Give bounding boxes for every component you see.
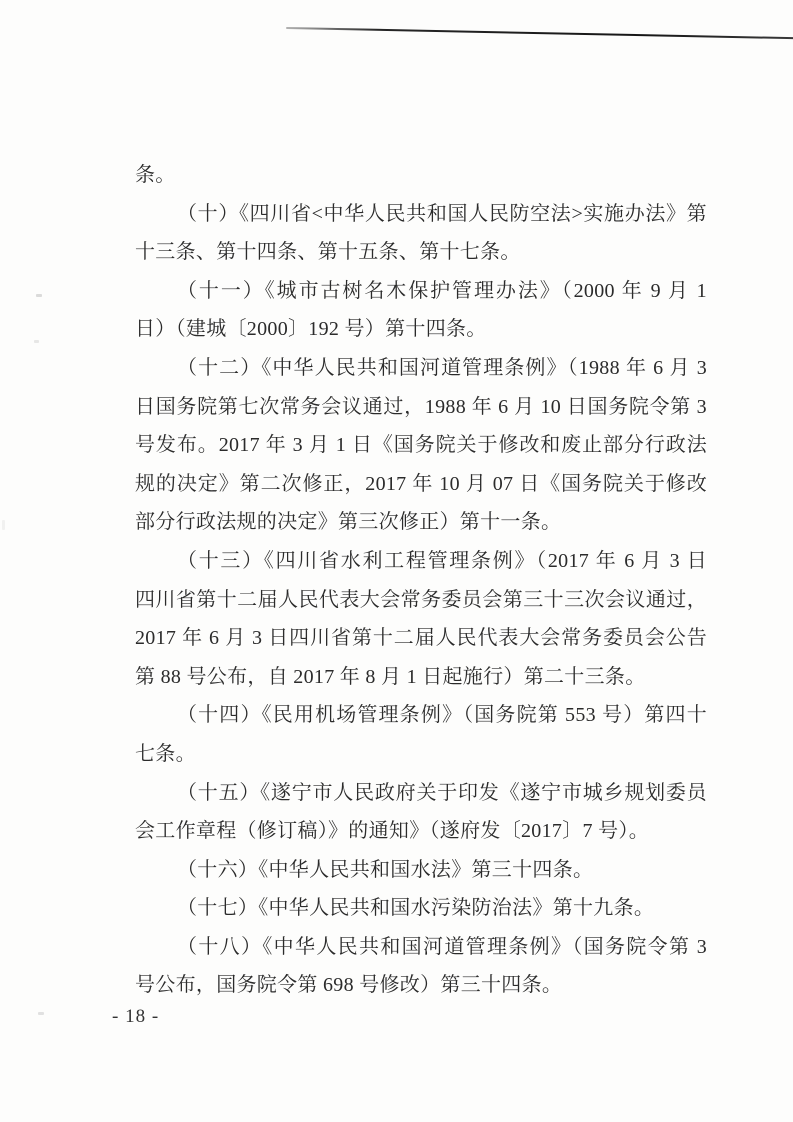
text-line: 第 88 号公布，自 2017 年 8 月 1 日起施行）第二十三条。 (135, 665, 646, 688)
text-line: （十七）《中华人民共和国水污染防治法》第十九条。 (177, 897, 655, 920)
text-line: （十二）《中华人民共和国河道管理条例》（1988 年 6 月 3 (177, 356, 707, 379)
text-line: （十三）《四川省水利工程管理条例》（2017 年 6 月 3 日 (177, 549, 707, 572)
text-line: （十四）《民用机场管理条例》（国务院第 553 号）第四十 (177, 704, 707, 727)
text-line: 号发布。2017 年 3 月 1 日《国务院关于修改和废止部分行政法 (135, 434, 707, 457)
text-line: 四川省第十二届人民代表大会常务委员会第三十三次会议通过， (135, 588, 707, 611)
text-line: 部分行政法规的决定》第三次修正）第十一条。 (135, 511, 562, 534)
text-line: 七条。 (135, 742, 196, 765)
text-line: （十一）《城市古树名木保护管理办法》（2000 年 9 月 1 (177, 279, 707, 302)
scan-speck (36, 294, 42, 297)
scan-line-artifact (286, 27, 793, 39)
text-line: 号公布，国务院令第 698 号修改）第三十四条。 (135, 974, 563, 997)
document-body (135, 156, 707, 1005)
text-line: 会工作章程（修订稿）》的通知》（遂府发〔2017〕7 号）。 (135, 820, 649, 843)
text-line: （十五）《遂宁市人民政府关于印发《遂宁市城乡规划委员 (177, 781, 707, 804)
scan-speck (34, 340, 39, 343)
text-line: 2017 年 6 月 3 日四川省第十二届人民代表大会常务委员会公告 (135, 627, 707, 650)
text-line: （十六）《中华人民共和国水法》第三十四条。 (177, 858, 594, 881)
text-line: 日）（建城〔2000〕192 号）第十四条。 (135, 318, 487, 341)
scan-speck (38, 1012, 44, 1015)
text-line: （十）《四川省<中华人民共和国人民防空法>实施办法》第 (177, 202, 707, 225)
text-line: 条。 (135, 164, 176, 186)
text-line: 日国务院第七次常务会议通过，1988 年 6 月 10 日国务院令第 3 (135, 395, 707, 418)
scan-speck (2, 520, 5, 530)
text-line: 规的决定》第二次修正，2017 年 10 月 07 日《国务院关于修改 (135, 472, 707, 495)
text-line: （十八）《中华人民共和国河道管理条例》（国务院令第 3 (177, 935, 707, 958)
text-line: 十三条、第十四条、第十五条、第十七条。 (135, 241, 521, 264)
page-number: - 18 - (112, 1006, 160, 1027)
